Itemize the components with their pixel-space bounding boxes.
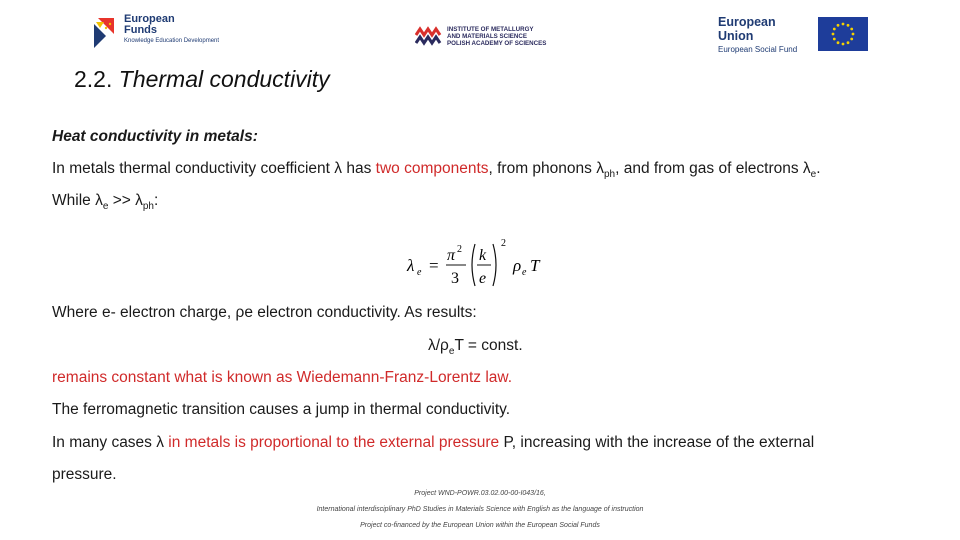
eu-funds-line1: European <box>124 13 175 25</box>
line-components <box>52 160 821 180</box>
line1-text-c: , and from gas of electrons λ <box>615 160 811 177</box>
section-heading: Heat conductivity in metals: <box>52 128 258 145</box>
formula-pi-squared: 2 <box>457 244 462 255</box>
const-formula <box>428 337 523 357</box>
formula-pi: π <box>447 247 456 264</box>
line2-sub-e: e <box>102 201 109 213</box>
formula-e: e <box>479 270 487 287</box>
line1-sub-ph: ph <box>603 169 616 181</box>
formula-k: k <box>479 247 487 264</box>
line2-text-c: : <box>153 192 159 209</box>
formula-power: 2 <box>501 238 506 249</box>
eu-funds-line2: Funds <box>124 24 157 36</box>
line1-text-b: , from phonons λ <box>488 160 604 177</box>
formula2-text-b: T = const. <box>454 337 523 354</box>
footer-project-number: Project WND-POWR.03.02.00-00-I043/16, <box>414 490 546 497</box>
line1-sub-e: e <box>810 169 817 181</box>
formula2-sub: e <box>448 346 455 358</box>
formula-rho: ρ <box>513 256 522 275</box>
european-funds-mark-icon <box>92 14 118 50</box>
svg-text:=: = <box>429 256 439 275</box>
line-wfl-law: remains constant what is known as Wiedemann-Franz-Lorentz law. <box>52 369 513 386</box>
line-ferromagnetic: The ferromagnetic transition causes a jump in thermal conductivity. <box>52 401 511 418</box>
line1-text-d: . <box>816 160 821 177</box>
slide-title-number: 2.2. <box>74 66 113 92</box>
line-pressure-cont: pressure. <box>52 466 117 483</box>
eu-sub: European Social Fund <box>718 44 798 54</box>
european-funds-logo <box>92 14 242 54</box>
imms-line2: AND MATERIALS SCIENCE <box>447 32 527 40</box>
imms-line1: INSTITUTE OF METALLURGY <box>447 25 534 33</box>
line2-sub-ph: ph <box>142 201 154 213</box>
footer-cofinance: Project co-financed by the European Union within the European Social Funds <box>360 522 600 529</box>
imms-line3: POLISH ACADEMY OF SCIENCES <box>447 39 547 47</box>
formula-three: 3 <box>451 270 459 287</box>
formula-lambda-sub: e <box>417 267 422 278</box>
wiedemann-franz-formula <box>405 232 555 292</box>
slide-title-text: Thermal conductivity <box>118 66 330 92</box>
line2-text-b: >> λ <box>108 192 143 209</box>
line6-text-b: P, increasing with the increase of the external <box>499 434 815 451</box>
formula-rho-sub: e <box>522 267 527 278</box>
slide-title <box>74 66 330 93</box>
line1-text-a: In metals thermal conductivity coefficient λ has <box>52 160 376 177</box>
line-where: Where e- electron charge, ρe electron conductivity. As results: <box>52 304 477 321</box>
eu-funds-sub: Knowledge Education Development <box>124 38 220 44</box>
line-while <box>52 192 158 212</box>
imms-logo <box>415 22 565 50</box>
formula2-text-a: λ/ρ <box>428 337 449 354</box>
line2-text-a: While λ <box>52 192 103 209</box>
line1-highlight: two components <box>375 160 489 177</box>
line6-highlight: in metals is proportional to the external pressure <box>168 434 500 451</box>
eu-flag-icon <box>818 17 868 51</box>
line-pressure <box>52 434 814 452</box>
formula-lambda: λ <box>407 256 415 275</box>
line6-text-a: In many cases λ <box>52 434 169 451</box>
eu-title: European Union <box>718 14 776 43</box>
european-union-logo <box>718 15 868 53</box>
imms-mark-icon <box>415 25 443 47</box>
footer-program: International interdisciplinary PhD Studies in Materials Science with English as the language of instruction <box>316 506 644 513</box>
formula-t: T <box>530 256 540 275</box>
